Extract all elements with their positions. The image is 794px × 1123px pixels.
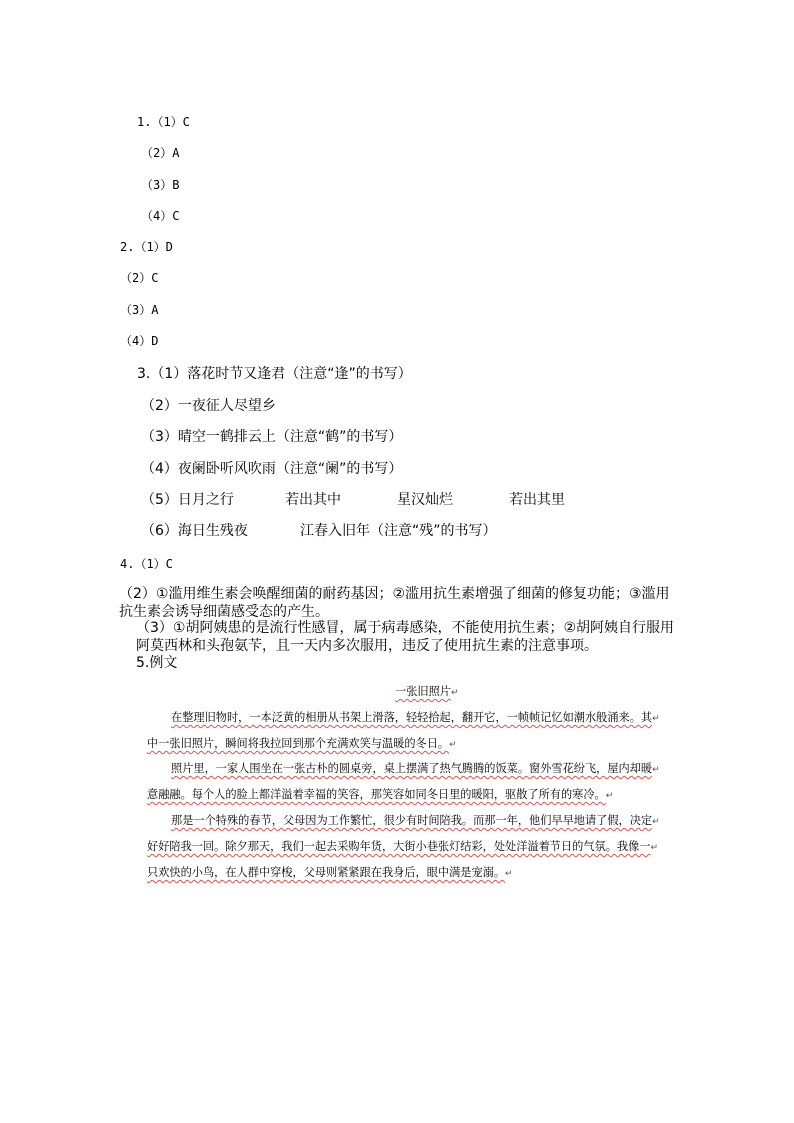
q1-answer-4: （4）C (141, 209, 180, 223)
essay-title: 一张旧照片↵ (395, 685, 459, 698)
paragraph-mark-icon: ↵ (650, 843, 658, 853)
q3-answer-5-part-3: 星汉灿烂 (397, 492, 453, 508)
q3-answer-6-part-1: （6）海日生残夜 (141, 523, 248, 539)
q2-answer-4: （4）D (120, 334, 159, 348)
q3-answer-2: （2）一夜征人尽望乡 (141, 398, 276, 414)
q3-answer-5-part-4: 若出其里 (509, 492, 565, 508)
q3-answer-3: （3）晴空一鹤排云上（注意“鹤”的书写） (141, 429, 403, 445)
essay-line-4: 意融融。每个人的脸上都洋溢着幸福的笑容，那笑容如同冬日里的暖阳，驱散了所有的寒冷。↵ (147, 788, 614, 801)
q3-answer-4: （4）夜阑卧听风吹雨（注意“阑”的书写） (141, 461, 403, 477)
q2-answer-2: （2）C (120, 271, 159, 285)
q1-answer-3: （3）B (141, 178, 180, 192)
q4-answer-2: （2）①滥用维生素会唤醒细菌的耐药基因；②滥用抗生素增强了细菌的修复功能；③滥用抗生素会诱导细菌感受态的产生。 (119, 586, 670, 620)
paragraph-mark-icon: ↵ (652, 714, 660, 724)
q3-answer-1: 3.（1）落花时节又逢君（注意“逢”的书写） (137, 366, 412, 382)
q3-answer-5-part-1: （5）日月之行 (141, 492, 234, 508)
essay-line-1: 在整理旧物时，一本泛黄的相册从书架上滑落，轻轻拾起，翻开它，一帧帧记忆如潮水般涌来。其↵ (171, 711, 660, 724)
paragraph-mark-icon: ↵ (652, 817, 660, 827)
paragraph-mark-icon: ↵ (605, 791, 614, 801)
q3-answer-6-part-2: 江春入旧年（注意“残”的书写） (300, 523, 497, 539)
q2-answer-3: （3）A (120, 303, 159, 317)
paragraph-mark-icon: ↵ (505, 869, 513, 879)
essay-line-6: 好好陪我一回。除夕那天，我们一起去采购年货，大街小巷张灯结彩，处处洋溢着节日的气氛。我像一↵ (147, 840, 658, 853)
essay-line-5: 那是一个特殊的春节，父母因为工作繁忙，很少有时间陪我。而那一年，他们早早地请了假，决定↵ (171, 814, 660, 827)
paragraph-mark-icon: ↵ (652, 765, 660, 775)
paragraph-mark-icon: ↵ (450, 688, 459, 698)
q4-answer-3: （3）①胡阿姨患的是流行性感冒，属于病毒感染，不能使用抗生素；②胡阿姨自行服用阿莫西林和头孢氨苄，且一天内多次服用，违反了使用抗生素的注意事项。 (136, 620, 675, 654)
essay-line-2: 中一张旧照片，瞬间将我拉回到那个充满欢笑与温暖的冬日。↵ (147, 737, 457, 750)
q2-answer-1: 2.（1）D (120, 240, 173, 254)
q1-answer-2: （2）A (141, 146, 180, 160)
q4-answer-1: 4.（1）C (120, 557, 173, 571)
essay-line-7: 只欢快的小鸟，在人群中穿梭，父母则紧紧跟在我身后，眼中满是宠溺。↵ (147, 866, 513, 879)
q3-answer-5-part-2: 若出其中 (285, 492, 341, 508)
q3-answer-5 (141, 489, 234, 509)
q1-answer-1: 1.（1）C (137, 115, 190, 129)
paragraph-mark-icon: ↵ (449, 740, 457, 750)
q5-label: 5.例文 (136, 655, 178, 671)
essay-line-3: 照片里，一家人围坐在一张古朴的圆桌旁，桌上摆满了热气腾腾的饭菜。窗外雪花纷飞，屋内却暖↵ (171, 762, 660, 775)
